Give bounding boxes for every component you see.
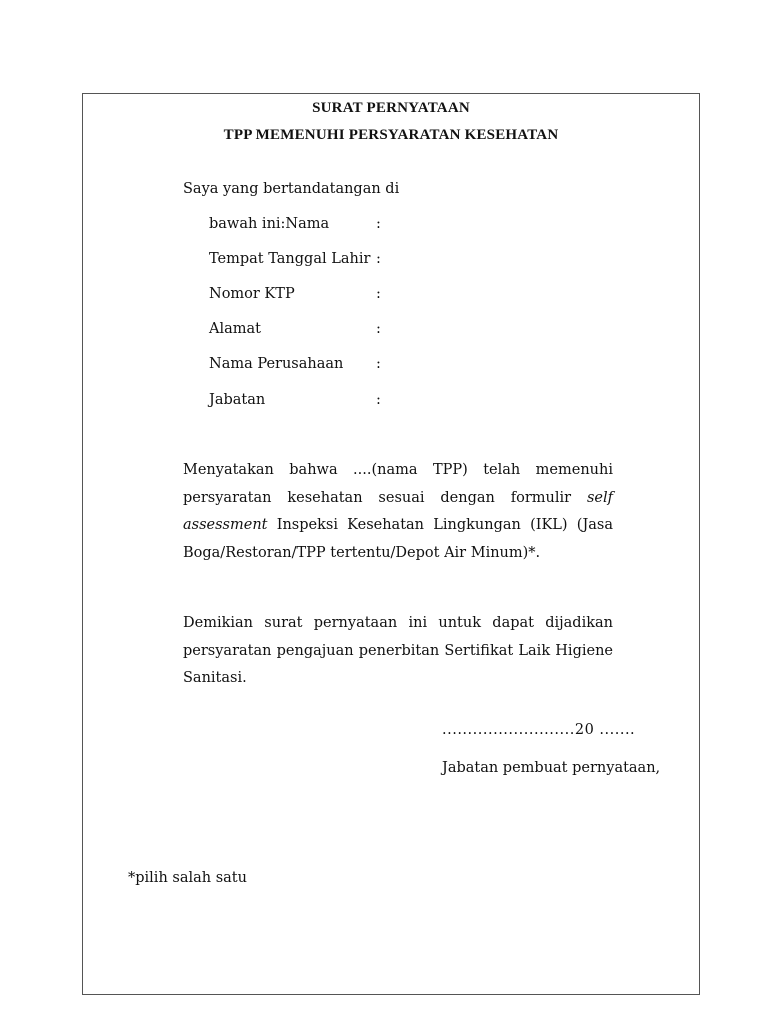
field-label-nama: bawah ini:Nama <box>209 216 330 232</box>
field-colon-nama: : <box>376 216 381 232</box>
field-colon-perusahaan: : <box>376 356 381 372</box>
statement-italic-self: self <box>586 489 613 506</box>
field-label-ttl: Tempat Tanggal Lahir <box>209 251 371 267</box>
statement-line-4: Boga/Restoran/TPP tertentu/Depot Air Minum)*. <box>183 544 541 561</box>
field-colon-ktp: : <box>376 286 381 302</box>
closing-line-3: Sanitasi. <box>183 670 247 686</box>
statement-line-1: Menyatakan bahwa ....(nama TPP) telah memenuhi <box>183 462 613 478</box>
field-colon-jabatan: : <box>376 392 381 408</box>
document-title: SURAT PERNYATAAN <box>312 100 470 116</box>
statement-italic-assessment: assessment <box>183 517 268 533</box>
field-label-alamat: Alamat <box>209 321 261 337</box>
statement-paragraph <box>183 457 613 567</box>
statement-line-2: persyaratan kesehatan sesuai dengan formulir self <box>183 489 613 506</box>
field-colon-ttl: : <box>376 251 381 267</box>
field-label-jabatan: Jabatan <box>209 392 266 408</box>
footnote: *pilih salah satu <box>128 870 247 886</box>
document-subtitle: TPP MEMENUHI PERSYARATAN KESEHATAN <box>223 127 559 143</box>
field-colon-alamat: : <box>376 321 381 337</box>
intro-text: Saya yang bertandatangan di <box>183 181 400 197</box>
closing-line-2: persyaratan pengajuan penerbitan Sertifikat Laik Higiene <box>183 642 613 659</box>
field-label-ktp: Nomor KTP <box>209 286 295 302</box>
closing-paragraph <box>183 610 613 693</box>
field-label-perusahaan: Nama Perusahaan <box>209 356 344 372</box>
date-line: ..........................20 ....... <box>442 722 636 738</box>
statement-line-3: assessment Inspeksi Kesehatan Lingkungan (IKL) (Jasa <box>183 517 613 533</box>
signer-title: Jabatan pembuat pernyataan, <box>442 760 661 776</box>
closing-line-1: Demikian surat pernyataan ini untuk dapat dijadikan <box>183 615 613 631</box>
